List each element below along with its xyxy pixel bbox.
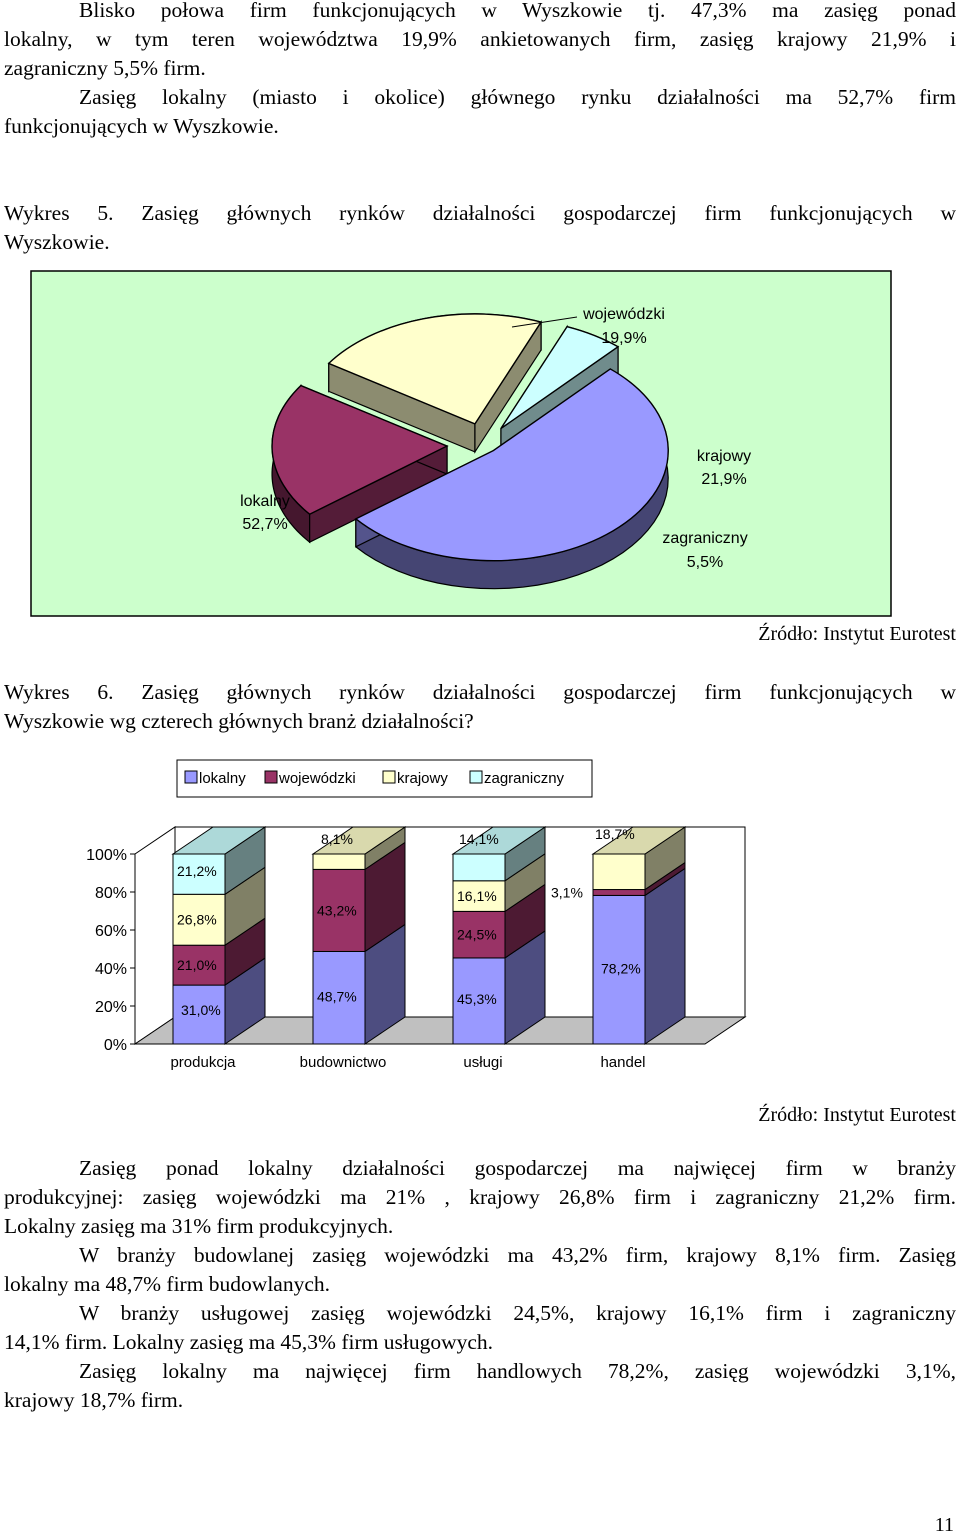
- y-tick-label: 80%: [94, 885, 127, 902]
- y-tick-label: 100%: [86, 847, 127, 864]
- data-label: 8,1%: [321, 831, 353, 847]
- bar-segment-krajowy: [313, 854, 365, 869]
- intro-paragraph-2: [4, 83, 956, 141]
- text-line: produkcyjnej: zasięg wojewódzki ma 21% , krajowy 26,8% firm i zagraniczny 21,2% firm.: [4, 1185, 956, 1209]
- bar-side: [645, 868, 685, 1044]
- data-label: 14,1%: [459, 831, 499, 847]
- legend-swatch: [185, 771, 197, 783]
- bar-segment-zagraniczny: [453, 854, 505, 881]
- data-label: 3,1%: [551, 884, 583, 901]
- data-label: 48,7%: [317, 988, 357, 1005]
- data-label: 43,2%: [317, 902, 357, 919]
- legend-swatch: [470, 771, 482, 783]
- data-label: 18,7%: [595, 826, 635, 842]
- chart-legend: [177, 760, 592, 797]
- pie-label-name: lokalny: [240, 493, 290, 510]
- chart2-source: Źródło: Instytut Eurotest: [758, 1104, 956, 1126]
- conclusion-paragraph-4: [4, 1357, 956, 1415]
- legend-swatch: [383, 771, 395, 783]
- pie-label-value: 19,9%: [601, 330, 647, 347]
- y-tick-label: 40%: [94, 961, 127, 978]
- text-line: Blisko połowa firm funkcjonujących w Wyszkowie tj. 47,3% ma zasięg ponad: [79, 0, 956, 22]
- data-label: 24,5%: [457, 926, 497, 943]
- text-line: Zasięg lokalny ma najwięcej firm handlowych 78,2%, zasięg wojewódzki 3,1%,: [79, 1359, 956, 1383]
- data-label: 21,2%: [177, 863, 217, 879]
- bar-segment-krajowy: [593, 854, 645, 890]
- text-line: Zasięg ponad lokalny działalności gospodarczej ma najwięcej firm w branży: [79, 1156, 956, 1180]
- data-label: 21,0%: [177, 957, 217, 974]
- stacked-bar-chart: [60, 755, 760, 1085]
- data-label: 16,1%: [457, 888, 497, 905]
- text-line: funkcjonujących w Wyszkowie.: [4, 114, 279, 138]
- conclusion-paragraph-2: [4, 1241, 956, 1299]
- text-line: Wykres 6. Zasięg głównych rynków działalności gospodarczej firm funkcjonujących w: [4, 680, 956, 704]
- text-line: lokalny ma 48,7% firm budowlanych.: [4, 1272, 331, 1296]
- y-tick-label: 20%: [94, 999, 127, 1016]
- y-tick-label: 0%: [103, 1037, 127, 1054]
- data-label: 45,3%: [457, 990, 497, 1007]
- x-tick-label: budownictwo: [299, 1054, 387, 1071]
- legend-label: zagraniczny: [484, 770, 565, 787]
- pie-label-value: 52,7%: [242, 516, 288, 533]
- text-line: W branży budowlanej zasięg wojewódzki ma 43,2% firm, krajowy 8,1% firm. Zasięg: [79, 1243, 956, 1267]
- text-line: krajowy 18,7% firm.: [4, 1388, 184, 1412]
- chart1-caption: [4, 199, 956, 257]
- legend-label: wojewódzki: [279, 770, 356, 787]
- y-tick-label: 60%: [94, 923, 127, 940]
- chart1-source: Źródło: Instytut Eurotest: [758, 623, 956, 645]
- x-tick-label: produkcja: [170, 1054, 236, 1071]
- data-label: 26,8%: [177, 911, 217, 928]
- x-tick-label: handel: [600, 1054, 646, 1071]
- bar-segment-wojewódzki: [593, 890, 645, 896]
- pie-label-value: 5,5%: [686, 554, 724, 571]
- text-line: Lokalny zasięg ma 31% firm produkcyjnych.: [4, 1214, 394, 1238]
- data-label: 78,2%: [601, 960, 641, 977]
- legend-label: lokalny: [199, 770, 246, 787]
- text-line: W branży usługowej zasięg wojewódzki 24,5%, krajowy 16,1% firm i zagraniczny: [79, 1301, 956, 1325]
- pie-label-name: krajowy: [696, 448, 752, 465]
- text-line: 14,1% firm. Lokalny zasięg ma 45,3% firm usługowych.: [4, 1330, 494, 1354]
- pie-label-name: zagraniczny: [662, 530, 748, 547]
- text-line: Wyszkowie wg czterech głównych branż działalności?: [4, 709, 474, 733]
- text-line: Wyszkowie.: [4, 230, 110, 254]
- conclusion-paragraph-3: [4, 1299, 956, 1357]
- text-line: lokalny, w tym teren województwa 19,9% ankietowanych firm, zasięg krajowy 21,9% i: [4, 27, 956, 51]
- pie-chart: [30, 270, 894, 620]
- side-wall: [135, 827, 175, 1044]
- pie-label-value: 21,9%: [701, 471, 747, 488]
- pie-label-name: wojewódzki: [583, 306, 665, 323]
- legend-label: krajowy: [397, 770, 448, 787]
- data-label: 31,0%: [181, 1002, 221, 1019]
- x-tick-label: usługi: [463, 1054, 503, 1071]
- text-line: Wykres 5. Zasięg głównych rynków działalności gospodarczej firm funkcjonujących w: [4, 201, 956, 225]
- conclusion-paragraph-1: [4, 1154, 956, 1241]
- text-line: Zasięg lokalny (miasto i okolice) głównego rynku działalności ma 52,7% firm: [79, 85, 956, 109]
- chart2-caption: [4, 678, 956, 736]
- text-line: zagraniczny 5,5% firm.: [4, 56, 206, 80]
- legend-swatch: [265, 771, 277, 783]
- intro-paragraph-1: [4, 0, 956, 83]
- page-number: 11: [934, 1514, 954, 1536]
